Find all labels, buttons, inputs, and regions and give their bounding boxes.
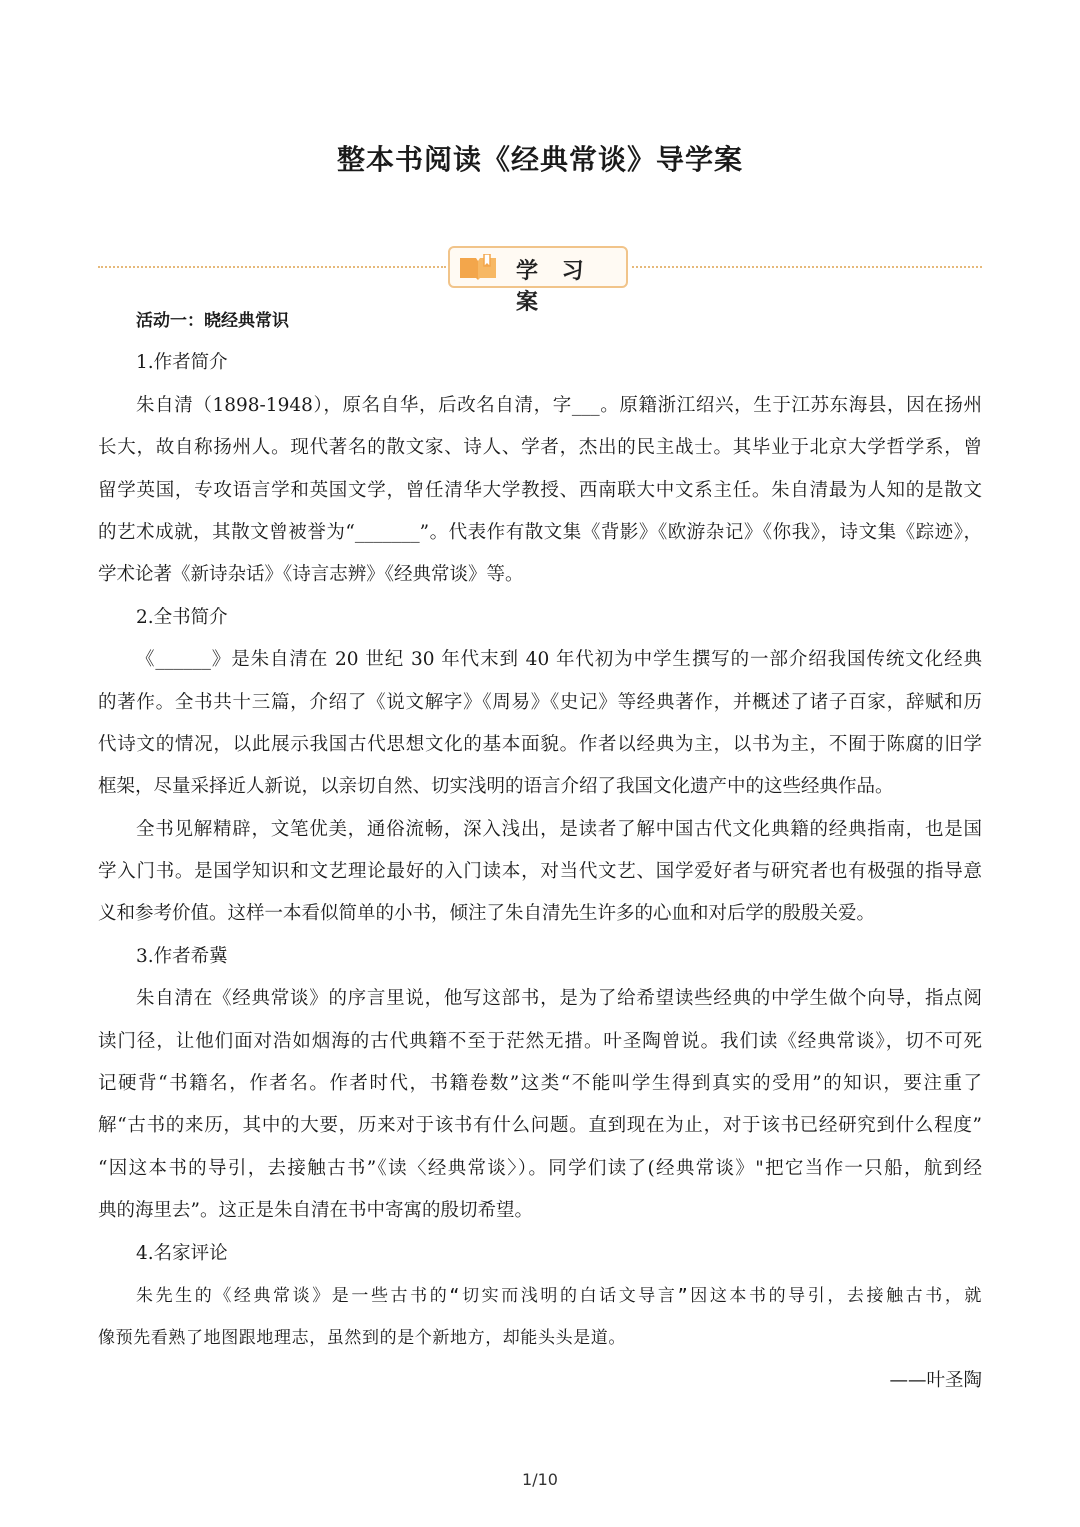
document-body xyxy=(98,300,982,1402)
paragraph-line: 的著作。全书共十三篇，介绍了《说文解字》《周易》《史记》等经典著作，并概述了诸子百家，辞赋和历 xyxy=(98,691,982,713)
dotted-rule-right xyxy=(632,266,982,268)
section-banner xyxy=(98,244,982,315)
activity-heading: 活动一：晓经典常识 xyxy=(136,311,289,331)
section-heading: 2.全书简介 xyxy=(136,606,228,628)
section-badge xyxy=(448,246,628,315)
paragraph-line: 解“古书的来历，其中的大要，历来对于该书有什么问题。直到现在为止，对于该书已经研究到什么程度” xyxy=(98,1115,982,1137)
paragraph-line: 学术论著《新诗杂话》《诗言志辨》《经典常谈》等。 xyxy=(98,564,524,586)
section-heading: 4.名家评论 xyxy=(136,1242,228,1264)
page-number: 1/10 xyxy=(522,1470,558,1489)
section-label: 学 习 案 xyxy=(516,259,592,315)
paragraph-line: 的艺术成就，其散文曾被誉为“_______”。代表作有散文集《背影》《欧游杂记》《你我》，诗文集《踪迹》， xyxy=(98,521,982,543)
quote-line: 朱先生的《经典常谈》是一些古书的“切实而浅明的白话文导言”因这本书的导引，去接触古书，就 xyxy=(136,1285,982,1306)
quote-line: 像预先看熟了地图跟地理志，虽然到的是个新地方，却能头头是道。 xyxy=(98,1328,626,1349)
book-icon xyxy=(458,254,498,282)
paragraph-line: 记硬背“书籍名，作者名。作者时代，书籍卷数”这类“不能叫学生得到真实的受用”的知识，要注重了 xyxy=(98,1073,982,1095)
paragraph-line: 《______》是朱自清在 20 世纪 30 年代末到 40 年代初为中学生撰写的一部介绍我国传统文化经典 xyxy=(136,649,982,671)
paragraph-line: “因这本书的导引，去接触古书”《读〈经典常谈〉）。同学们读了(经典常谈》"把它当作一只船，航到经 xyxy=(98,1157,982,1179)
section-heading: 1.作者简介 xyxy=(136,352,228,374)
paragraph-line: 义和参考价值。这样一本看似简单的小书，倾注了朱自清先生许多的心血和对后学的殷殷关爱。 xyxy=(98,903,876,925)
paragraph-line: 全书见解精辟，文笔优美，通俗流畅，深入浅出，是读者了解中国古代文化典籍的经典指南，也是国 xyxy=(136,818,982,840)
document-title: 整本书阅读《经典常谈》导学案 xyxy=(336,143,743,176)
paragraph-line: 朱自清在《经典常谈》的序言里说，他写这部书，是为了给希望读些经典的中学生做个向导，指点阅 xyxy=(136,988,982,1010)
paragraph-line: 朱自清（1898-1948），原名自华，后改名自清，字___。原籍浙江绍兴，生于江苏东海县，因在扬州 xyxy=(136,394,982,416)
paragraph-line: 学入门书。是国学知识和文艺理论最好的入门读本，对当代文艺、国学爱好者与研究者也有极强的指导意 xyxy=(98,861,982,883)
quote-attribution: ——叶圣陶 xyxy=(889,1369,982,1391)
section-heading: 3.作者希冀 xyxy=(136,945,228,967)
dotted-rule-left xyxy=(98,266,446,268)
paragraph-line: 框架，尽量采择近人新说，以亲切自然、切实浅明的语言介绍了我国文化遗产中的这些经典作品。 xyxy=(98,776,894,798)
paragraph-line: 读门径，让他们面对浩如烟海的古代典籍不至于茫然无措。叶圣陶曾说。我们读《经典常谈》，切不可死 xyxy=(98,1030,982,1052)
paragraph-line: 典的海里去”。这正是朱自清在书中寄寓的殷切希望。 xyxy=(98,1200,533,1222)
paragraph-line: 留学英国，专攻语言学和英国文学，曾任清华大学教授、西南联大中文系主任。朱自清最为人知的是散文 xyxy=(98,479,982,501)
paragraph-line: 代诗文的情况，以此展示我国古代思想文化的基本面貌。作者以经典为主，以书为主，不囿于陈腐的旧学 xyxy=(98,733,982,755)
paragraph-line: 长大，故自称扬州人。现代著名的散文家、诗人、学者，杰出的民主战士。其毕业于北京大学哲学系，曾 xyxy=(98,437,982,459)
